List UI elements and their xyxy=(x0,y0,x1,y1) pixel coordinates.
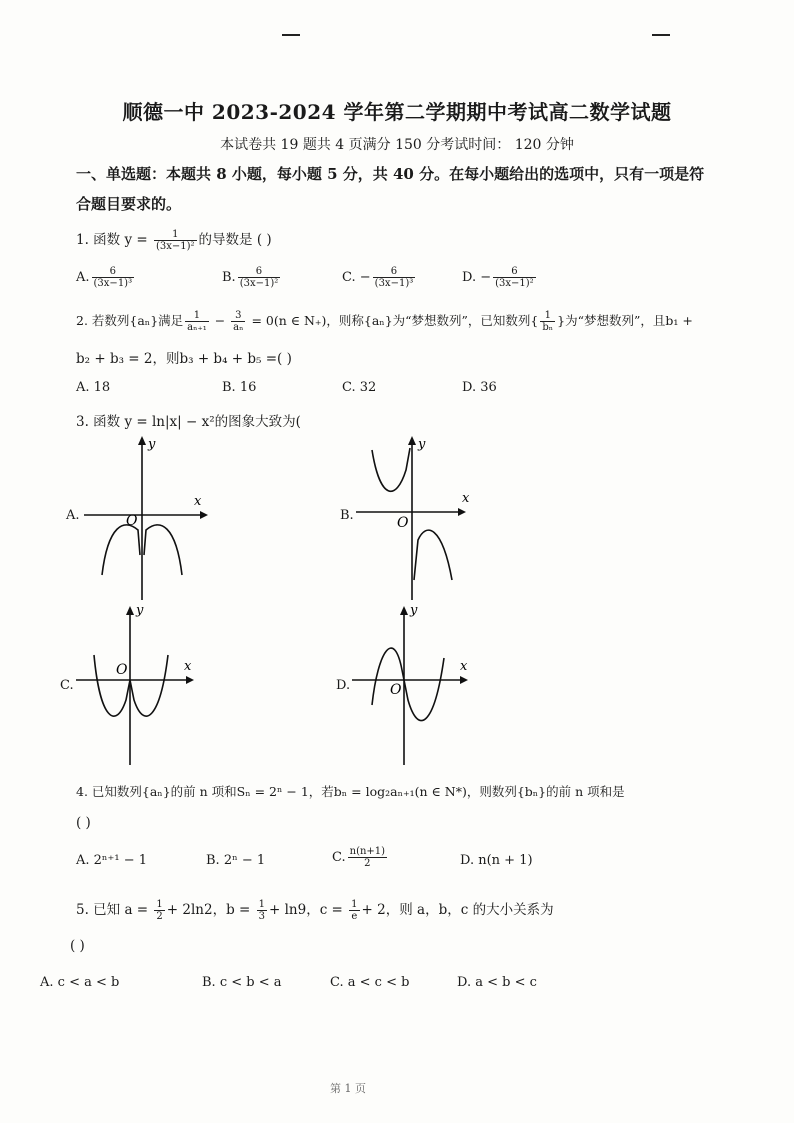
y-label: y xyxy=(418,437,426,452)
question-5-line2: ( ) xyxy=(70,938,85,954)
option-fraction xyxy=(238,266,281,289)
option-fraction xyxy=(348,846,387,869)
option-label: A. xyxy=(76,270,90,285)
option-den: (3x−1)² xyxy=(239,278,279,289)
question-1 xyxy=(76,228,272,252)
option-fraction xyxy=(373,266,416,289)
q2-f3-den: bₙ xyxy=(542,322,554,333)
x-label: x xyxy=(184,659,192,674)
q4-option-b[interactable]: B. 2ⁿ − 1 xyxy=(206,853,266,868)
q2-fraction-2 xyxy=(231,310,245,333)
q4-option-a[interactable]: A. 2ⁿ⁺¹ − 1 xyxy=(76,853,148,868)
origin-label: O xyxy=(397,515,409,531)
q2-f1-num: 1 xyxy=(185,310,209,322)
q2-option-a[interactable]: A. 18 xyxy=(76,380,111,395)
option-den: 2 xyxy=(364,858,371,869)
section-heading-line2: 合题目要求的。 xyxy=(76,195,182,213)
q2-f2-den: aₙ xyxy=(233,322,244,333)
q2-text-a: 2. 若数列{aₙ}满足 xyxy=(76,313,184,328)
q5-text-1: 5. 已知 a = xyxy=(76,902,153,918)
option-sign: − xyxy=(480,270,492,285)
q5-fraction-1 xyxy=(154,899,164,922)
option-fraction xyxy=(493,266,536,289)
curve-right xyxy=(130,655,168,716)
y-label: y xyxy=(148,437,156,452)
curve-right xyxy=(414,530,452,580)
option-fraction xyxy=(92,266,135,289)
option-label: B. xyxy=(222,270,236,285)
option-label: C. xyxy=(342,270,356,285)
q3-graph-a[interactable] xyxy=(84,430,224,600)
question-3: 3. 函数 y = ln|x| − x²的图象大致为( xyxy=(76,414,301,430)
origin-label: O xyxy=(126,513,138,529)
q1-option-c[interactable] xyxy=(342,266,417,289)
y-label: y xyxy=(410,603,418,618)
x-arrow-icon xyxy=(186,676,194,684)
q4-option-d[interactable]: D. n(n + 1) xyxy=(460,853,533,868)
option-num: 6 xyxy=(493,266,536,278)
q2-option-c[interactable]: C. 32 xyxy=(342,380,377,395)
q5-f1-den: 2 xyxy=(156,911,163,922)
option-den: (3x−1)³ xyxy=(374,278,414,289)
q3-graph-b[interactable] xyxy=(356,430,486,600)
q2-minus: − xyxy=(210,313,230,328)
q5-option-c[interactable]: C. a < c < b xyxy=(330,975,410,990)
q1-option-b[interactable] xyxy=(222,266,282,289)
y-arrow-icon xyxy=(126,606,134,615)
y-arrow-icon xyxy=(408,436,416,445)
q1-suffix: 的导数是 ( ) xyxy=(198,232,272,248)
q1-prefix: 1. 函数 y = xyxy=(76,232,152,248)
origin-label: O xyxy=(116,662,128,678)
q4-option-c[interactable] xyxy=(332,846,389,869)
q5-fraction-2 xyxy=(257,899,267,922)
q5-text-4: + 2，则 a，b，c 的大小关系为 xyxy=(361,902,554,918)
q3-option-c-label[interactable]: C. xyxy=(60,678,74,693)
x-arrow-icon xyxy=(200,511,208,519)
question-2-line1 xyxy=(76,310,693,333)
question-5-line1 xyxy=(76,898,554,922)
y-arrow-icon xyxy=(138,436,146,445)
q5-option-a[interactable]: A. c < a < b xyxy=(40,975,120,990)
q5-f1-num: 1 xyxy=(156,899,163,910)
q2-fraction-1 xyxy=(185,310,209,333)
q5-fraction-3 xyxy=(349,899,359,922)
q3-option-a-label[interactable]: A. xyxy=(66,508,80,523)
q5-text-2: + 2ln2，b = xyxy=(166,902,255,918)
curve-left xyxy=(372,448,410,491)
x-arrow-icon xyxy=(458,508,466,516)
q5-f2-num: 1 xyxy=(258,899,265,910)
y-label: y xyxy=(136,603,144,618)
section-heading-line1: 一、单选题：本题共 8 小题，每小题 5 分，共 40 分。在每小题给出的选项中，只有一项是符 xyxy=(76,165,705,183)
q2-text-b: = 0(n ∈ N₊)，则称{aₙ}为“梦想数列”，已知数列{ xyxy=(247,313,539,328)
option-num: 6 xyxy=(92,266,135,278)
option-label: D. xyxy=(462,270,477,285)
y-arrow-icon xyxy=(400,606,408,615)
option-sign: − xyxy=(359,270,371,285)
x-label: x xyxy=(462,491,470,506)
scan-mark xyxy=(652,34,670,36)
q2-option-d[interactable]: D. 36 xyxy=(462,380,497,395)
option-num: 6 xyxy=(238,266,281,278)
question-2-line2: b₂ + b₃ = 2，则b₃ + b₄ + b₅ =( ) xyxy=(76,351,292,367)
q2-fraction-3 xyxy=(540,310,555,333)
scan-mark xyxy=(282,34,300,36)
q1-den: (3x−1)² xyxy=(155,241,195,252)
q5-f3-den: e xyxy=(351,911,358,922)
origin-label: O xyxy=(390,682,402,698)
q5-option-b[interactable]: B. c < b < a xyxy=(202,975,282,990)
q1-option-a[interactable] xyxy=(76,266,136,289)
q2-f3-num: 1 xyxy=(540,310,555,322)
q1-fraction xyxy=(154,229,197,252)
exam-title: 顺德一中 2023-2024 学年第二学期期中考试高二数学试题 xyxy=(122,100,672,124)
x-arrow-icon xyxy=(460,676,468,684)
question-4-line2: ( ) xyxy=(76,815,91,831)
q3-option-b-label[interactable]: B. xyxy=(340,508,354,523)
q3-graph-c[interactable] xyxy=(76,600,206,770)
q1-num: 1 xyxy=(154,229,197,241)
q2-f2-num: 3 xyxy=(231,310,245,322)
curve-right xyxy=(404,658,444,721)
q1-option-d[interactable] xyxy=(462,266,538,289)
option-num: 6 xyxy=(373,266,416,278)
q5-option-d[interactable]: D. a < b < c xyxy=(457,975,537,990)
q3-option-d-label[interactable]: D. xyxy=(336,678,351,693)
x-label: x xyxy=(460,659,468,674)
q5-f3-num: 1 xyxy=(351,899,358,910)
q2-option-b[interactable]: B. 16 xyxy=(222,380,257,395)
q2-text-c: }为“梦想数列”，且b₁ + xyxy=(557,313,693,328)
option-num: n(n+1) xyxy=(349,846,386,857)
question-4-line1: 4. 已知数列{aₙ}的前 n 项和Sₙ = 2ⁿ − 1，若bₙ = log₂aₙ₊₁(n ∈ N*)，则数列{bₙ}的前 n 项和是 xyxy=(76,784,625,799)
option-den: (3x−1)³ xyxy=(93,278,133,289)
q2-f1-den: aₙ₊₁ xyxy=(187,322,207,333)
exam-subtitle: 本试卷共 19 题共 4 页满分 150 分考试时间： 120 分钟 xyxy=(220,137,574,153)
page-footer: 第 1 页 xyxy=(330,1082,366,1095)
q3-graph-d[interactable] xyxy=(352,600,482,770)
x-label: x xyxy=(194,494,202,509)
curve-right xyxy=(144,525,182,575)
curve-left xyxy=(102,525,140,575)
option-den: (3x−1)² xyxy=(495,278,534,289)
option-label: C. xyxy=(332,850,346,865)
q5-text-3: + ln9，c = xyxy=(269,902,348,918)
q5-f2-den: 3 xyxy=(258,911,265,922)
